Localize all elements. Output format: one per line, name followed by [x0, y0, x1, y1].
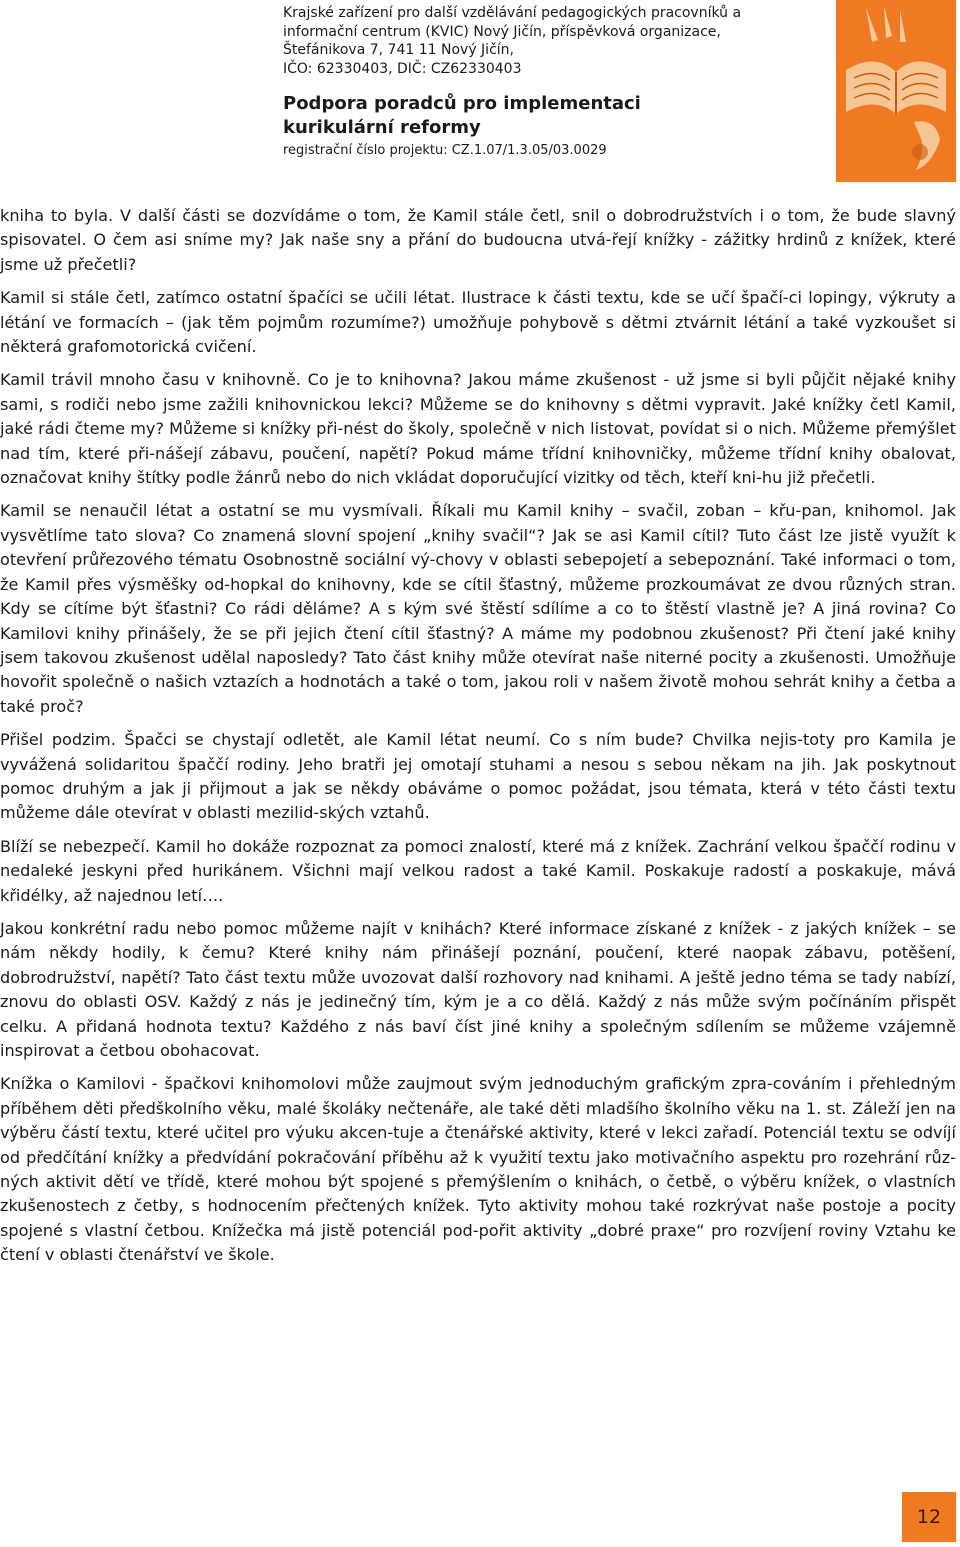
logo-book-feather-icon [836, 0, 956, 182]
paragraph: Jakou konkrétní radu nebo pomoc můžeme najít v knihách? Které informace získané z knížek - z jakých knížek – se nám někdy hodily, k čemu? Které knihy nám přinášejí poznání, poučení, které naopak zábavu, potěšení, dobrodružství, napětí? Tato část textu může uvozovat další rozhovory nad knihami. A ještě jedno téma se tady nabízí, znovu do oblasti OSV. Každý z nás je jedinečný tím, kým je a co dělá. Každý z nás může svým počínáním přispět celku. A přidaná hodnota textu? Každého z nás baví číst jiné knihy a společným sdílením se můžeme vzájemně inspirovat a četbou obohacovat. [0, 918, 956, 1060]
address-line: Krajské zařízení pro další vzdělávání pedagogických pracovníků a [283, 5, 742, 21]
address-line: informační centrum (KVIC) Nový Jičín, příspěvková organizace, [283, 23, 721, 40]
address-line: IČO: 62330403, DIČ: CZ62330403 [283, 60, 522, 77]
body-text [0, 204, 956, 1277]
paragraph: Knížka o Kamilovi - špačkovi knihomolovi může zaujmout svým jednoduchým grafickým zpra-cováním i přehledným příběhem děti předškolního věku, malé školáky nečtenáře, ale také děti mladšího školního věku na 1. st. Záleží jen na výběru částí textu, které učitel pro výuku akcen-tuje a čtenářské aktivity, které v lekci zařadí. Potenciál textu se odvíjí od předčítání knížky a předvídání pokračování příběhu až k využití textu jako motivačního aspektu pro rozehrání růz-ných aktivit dětí ve třídě, které mohou být spojené s přemýšlením o knihách, o četbě, o výběru knížek, o vlastních zkušenostech z četby, s hodnocením přečtených knížek. Tyto aktivity mohou také rozkrývat naše postoje a pocity spojené s vlastní četbou. Knížečka má jistě potenciál pod-pořit aktivity „dobré praxe“ pro rozvíjení roviny Vztahu ke čtení v oblasti čtenářství ve škole. [0, 1074, 956, 1265]
paragraph: Přišel podzim. Špačci se chystají odletět, ale Kamil létat neumí. Co s ním bude? Chvilka nejis-toty pro Kamila je vyvážená solidaritou špaččí rodiny. Jeho bratři jej omotají stuhami a nesou s sebou někam na jih. Jak poskytnout pomoc druhým a jak ji přijmout a jak se někdy obáváme o pomoc požádat, jsou témata, která v této části textu můžeme dále otevírat v oblasti mezilid-ských vztahů. [0, 730, 956, 823]
registration-number: registrační číslo projektu: CZ.1.07/1.3.05/03.0029 [283, 143, 607, 159]
paragraph: Blíží se nebezpečí. Kamil ho dokáže rozpoznat za pomoci znalostí, které má z knížek. Zachrání velkou špaččí rodinu v nedaleké jeskyni před hurikánem. Všichni mají velkou radost a také Kamil. Poskakuje radostí a poskakuje, mává křidélky, až najednou letí…. [0, 836, 956, 905]
project-title-line2: kurikulární reformy [283, 117, 481, 139]
paragraph: Kamil se nenaučil létat a ostatní se mu vysmívali. Říkali mu Kamil knihy – svačil, zoban – křu-pan, knihomol. Jak vysvětlíme tato slova? Co znamená slovní spojení „knihy svačil“? Jak se asi Kamil cítil? Tuto část lze jistě využít k otevření průřezového tématu Osobnostně sociální vý-chovy v oblasti sebepojetí a sebepoznání. Také informaci o tom, že Kamil přes výsměšky od-hopkal do knihovny, kde se cítil šťastný, můžeme prozkoumávat ze dvou různých stran. Kdy se cítíme být šťastni? Co rádi děláme? A s kým své štěstí sdílíme a co to štěstí vlastně je? A jiná rovina? Co Kamilovi knihy přinášely, že se při jejich čtení cítil šťastný? A máme my podobnou zkušenost? Při čtení jaké knihy jsem takovou zkušenost udělal naposledy? Tato část knihy může otevírat naše niterné pocity a zkušenosti. Umožňuje hovořit společně o našich vztazích a hodnotách a také o tom, jakou roli v našem životě mohou sehrát knihy a četba a také proč? [0, 501, 956, 716]
project-title [283, 92, 803, 140]
paragraph: Kamil trávil mnoho času v knihovně. Co je to knihovna? Jakou máme zkušenost - už jsme si byli půjčit nějaké knihy sami, s rodiči nebo jsme zažili knihovnickou lekci? Můžeme se do knihovny s dětmi vypravit. Jaké knížky četl Kamil, jaké rádi čteme my? Můžeme si knížky při-nést do školy, společně v nich listovat, povídat si o nich. Můžeme přemýšlet nad tím, které při-nášejí zábavu, poučení, napětí? Pokud máme třídní knihovničky, můžeme třídní knihy obalovat, označovat knihy štítky podle žánrů nebo do nich vkládat doporučující vizitky od těch, kteří kni-hu již přečetli. [0, 370, 956, 488]
paragraph: Kamil si stále četl, zatímco ostatní špačíci se učili létat. Ilustrace k části textu, kde se učí špačí-ci lopingy, výkruty a létání ve formacích – (jak těm pojmům rozumíme?) umožňuje pohybově s dětmi ztvárnit létání a také vyzkoušet si některá grafomotorická cvičení. [0, 288, 956, 357]
address-line: Štefánikova 7, 741 11 Nový Jičín, [283, 42, 514, 59]
letterhead [283, 4, 803, 160]
paragraph: kniha to byla. V další části se dozvídáme o tom, že Kamil stále četl, snil o dobrodružstvích i o tom, že bude slavný spisovatel. O čem asi sníme my? Jak naše sny a přání do budoucna utvá-řejí knížky - zážitky hrdinů z knížek, které jsme už přečetli? [0, 206, 956, 274]
page-number: 12 [902, 1492, 956, 1542]
project-title-line1: Podpora poradců pro implementaci [283, 93, 641, 115]
